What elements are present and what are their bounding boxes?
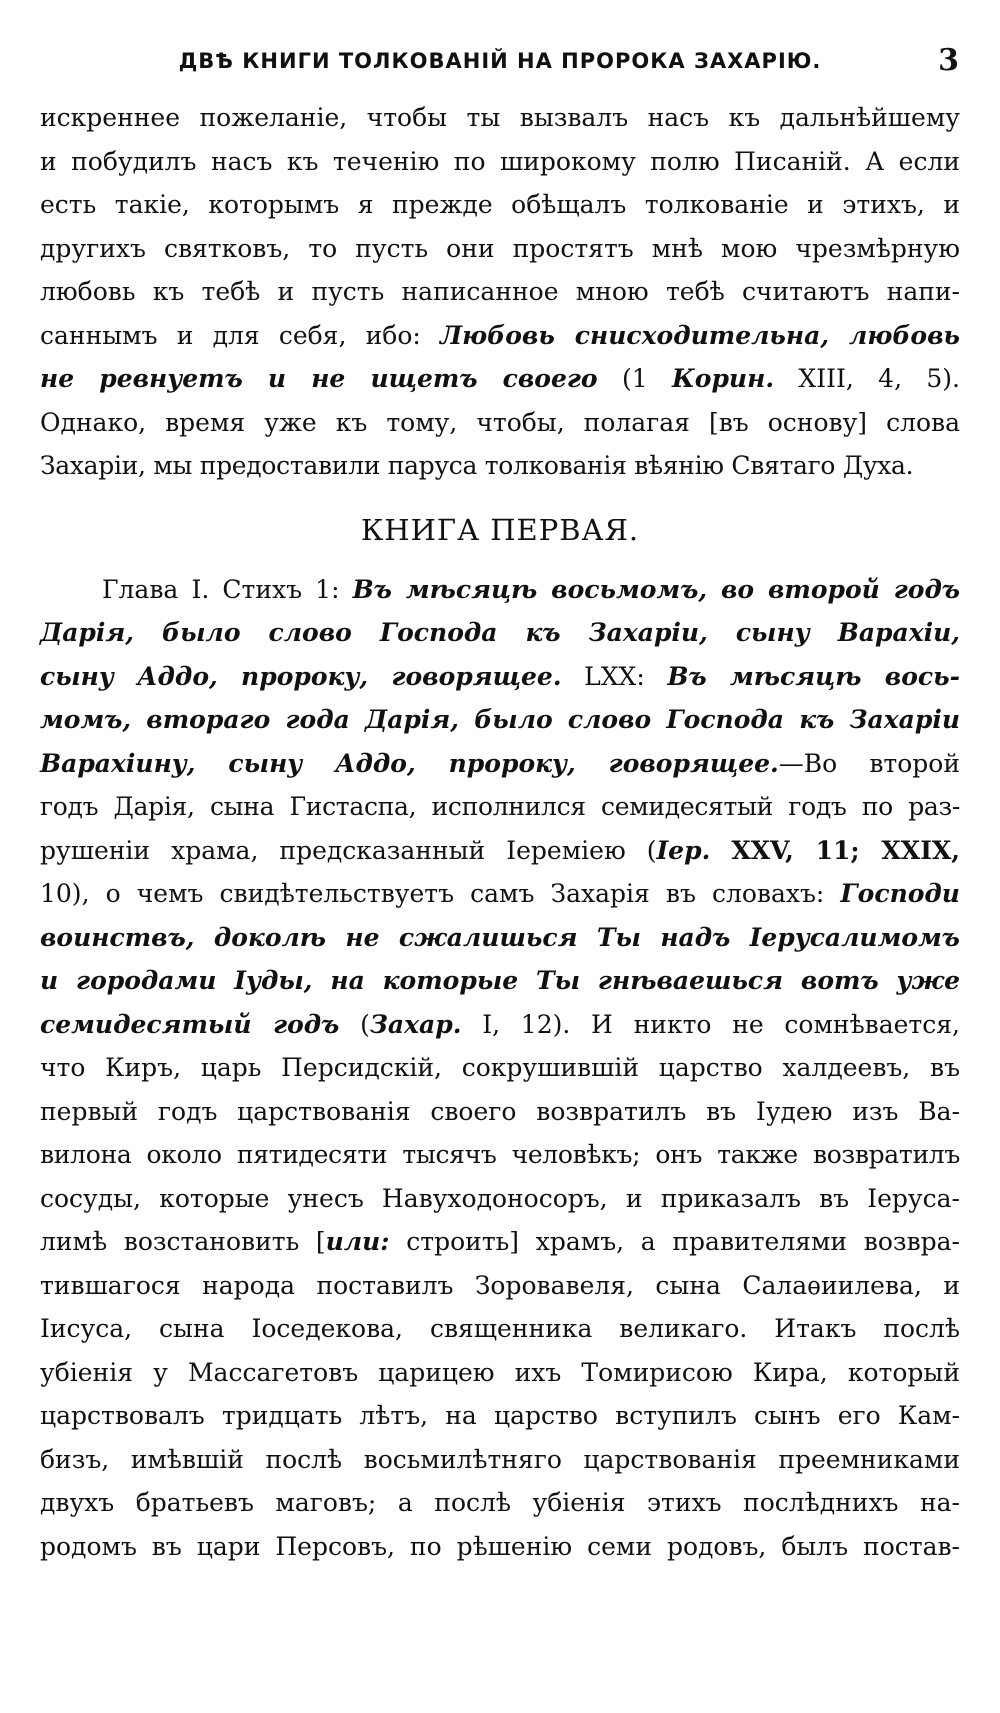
intro-paragraph: [40, 96, 960, 488]
line-text: лимѣ возстановить [: [40, 1227, 326, 1256]
citation-book: Корин.: [672, 364, 775, 393]
line-text: XIII, 4, 5).: [798, 364, 960, 393]
text-line: [40, 401, 960, 445]
text-line: [40, 568, 960, 612]
text-line: [40, 655, 960, 699]
text-line: [40, 785, 960, 829]
line-text: Однако, время уже къ тому, чтобы, полагая [въ основу] слова: [40, 407, 960, 437]
line-text: саннымъ и для себя, ибо:: [40, 320, 421, 350]
line-text: Захаріи, мы предоставили паруса толкованія вѣянію Святаго Духа.: [40, 451, 914, 480]
line-text: другихъ святковъ, то пусть они простятъ мнѣ мою чрезмѣрную: [40, 233, 960, 263]
line-text: двухъ братьевъ маговъ; а послѣ убіенія этихъ послѣднихъ на-: [40, 1488, 960, 1517]
text-line: [40, 357, 960, 401]
line-text: первый годъ царствованія своего возвратилъ въ Іудею изъ Ва-: [40, 1096, 960, 1126]
text-line: [40, 314, 960, 358]
running-header: [40, 36, 960, 86]
text-line: [40, 1003, 960, 1047]
line-text: годъ Дарія, сына Гистаспа, исполнился семидесятый годъ по раз-: [40, 792, 960, 821]
text-line: [40, 872, 960, 916]
text-line: [40, 270, 960, 314]
text-line: [40, 1481, 960, 1525]
line-text: убіенія у Массагетовъ царицею ихъ Томирисою Кира, который: [40, 1357, 960, 1387]
text-line: [40, 1394, 960, 1438]
line-text: (: [360, 1009, 370, 1039]
line-text: царствовалъ тридцать лѣтъ, на царство вступилъ сынъ его Кам-: [40, 1401, 960, 1430]
citation-ref: XXV, 11; XXIX,: [731, 835, 960, 865]
line-text: сосуды, которые унесъ Навуходоносоръ, и приказалъ въ Іеруса-: [40, 1183, 960, 1213]
text-line: [40, 1525, 960, 1569]
text-line: [40, 183, 960, 227]
text-line: [40, 1046, 960, 1090]
scripture-quote: Господи: [840, 879, 960, 908]
scripture-quote: не ревнуетъ и не ищетъ своего: [40, 364, 598, 393]
text-line: [40, 1177, 960, 1221]
scripture-quote: сыну Аддо, пророку, говорящее.: [40, 661, 562, 691]
line-text: что Киръ, царь Персидскій, сокрушившій царство халдеевъ, въ: [40, 1053, 960, 1082]
text-line: [40, 1307, 960, 1351]
line-text: есть такіе, которымъ я прежде обѣщалъ толкованіе и этихъ, и: [40, 190, 960, 219]
text-line: [40, 742, 960, 786]
text-line: [40, 96, 960, 140]
text-line: [40, 140, 960, 184]
line-text: Іисуса, сына Іоседекова, священника великаго. Итакъ послѣ: [40, 1314, 960, 1343]
text-line: [40, 1133, 960, 1177]
chapter-paragraph: [40, 568, 960, 1569]
text-line: [40, 916, 960, 960]
line-text: (1: [621, 364, 648, 393]
text-line: [40, 1220, 960, 1264]
text-line: [40, 959, 960, 1003]
text-line: [40, 698, 960, 742]
scripture-quote: Въ мѣсяцѣ восьмомъ, во второй годъ: [352, 574, 961, 604]
line-text: тившагося народа поставилъ Зоровавеля, сына Салаѳиилева, и: [40, 1270, 960, 1300]
scripture-quote: Варахіину, сыну Аддо, пророку, говорящее.: [40, 748, 779, 778]
line-text: искреннее пожеланіе, чтобы ты вызвалъ насъ къ дальнѣйшему: [40, 103, 960, 132]
page-number: 3: [938, 43, 960, 78]
text-line: [40, 1264, 960, 1308]
line-text: строить] храмъ, а правителями возвра-: [406, 1227, 960, 1256]
line-text: вилона около пятидесяти тысячъ человѣкъ; онъ также возвратилъ: [40, 1140, 960, 1169]
line-text: любовь къ тебѣ и пусть написанное мною тебѣ считаютъ напи-: [40, 277, 960, 306]
text-line: [40, 444, 960, 488]
line-text: 10), о чемъ свидѣтельствуетъ самъ Захарія въ словахъ:: [40, 879, 825, 908]
scripture-quote: и городами Іуды, на которые Ты гнѣваешься вотъ уже: [40, 966, 960, 995]
text-line: [40, 1090, 960, 1134]
scripture-quote: семидесятый годъ: [40, 1009, 340, 1039]
running-title: ДВѢ КНИГИ ТОЛКОВАНІЙ НА ПРОРОКА ЗАХАРІЮ.: [178, 49, 822, 73]
scripture-quote: воинствъ, доколѣ не сжалишься Ты надъ Іерусалимомъ: [40, 922, 960, 952]
text-line: [40, 227, 960, 271]
version-label: LXX:: [584, 661, 645, 691]
text-line: [40, 611, 960, 655]
line-text: бизъ, имѣвшій послѣ восьмилѣтняго царствованія преемниками: [40, 1444, 960, 1474]
citation-book: Іер.: [656, 835, 711, 865]
scripture-quote: момъ, втораго года Дарія, было слово Господа къ Захаріи: [40, 705, 960, 734]
variant-reading: или:: [325, 1227, 390, 1256]
scripture-quote: Дарія, было слово Господа къ Захаріи, сыну Варахіи,: [40, 618, 960, 647]
text-line: [40, 1438, 960, 1482]
line-text: I, 12). И никто не сомнѣвается,: [482, 1009, 960, 1039]
line-text: родомъ въ цари Персовъ, по рѣшенію семи родовъ, былъ постав-: [40, 1531, 960, 1561]
book-title: КНИГА ПЕРВАЯ.: [360, 512, 640, 547]
citation-book: Захар.: [369, 1009, 462, 1039]
chapter-verse-label: Глава I. Стихъ 1:: [102, 574, 340, 604]
text-line: [40, 829, 960, 873]
line-text: —Во второй: [778, 748, 960, 778]
line-text: рушеніи храма, предсказанный Іереміею (: [40, 835, 657, 865]
scripture-quote: Въ мѣсяцѣ вось-: [667, 661, 960, 691]
text-line: [40, 1351, 960, 1395]
scripture-quote: Любовь снисходительна, любовь: [440, 320, 960, 350]
line-text: и побудилъ насъ къ теченію по широкому полю Писаній. А если: [40, 146, 960, 176]
